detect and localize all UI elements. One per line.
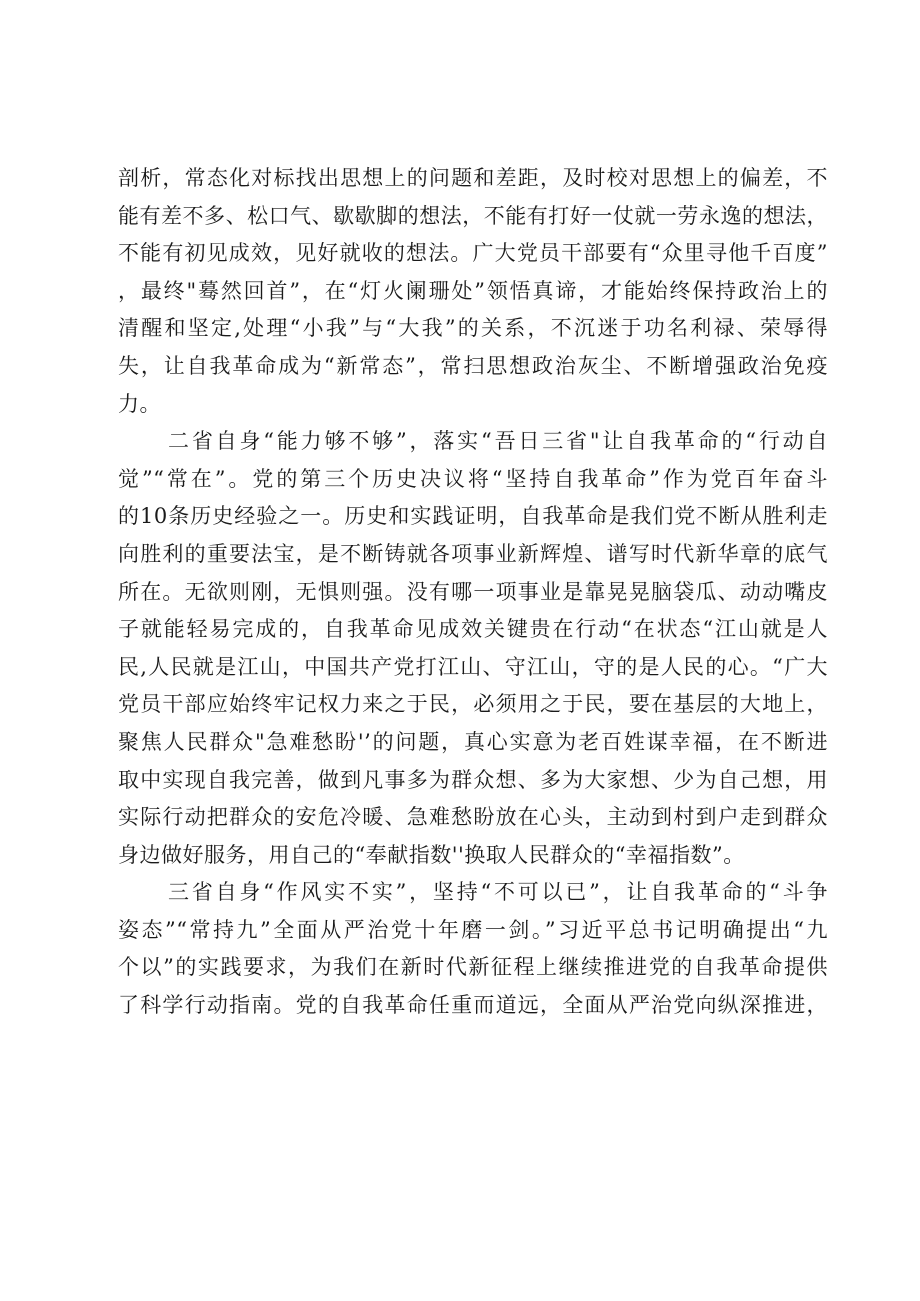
text-line: 力。 — [118, 391, 161, 416]
text-line: 不能有初见成效，见好就收的想法。广大党员干部要有“众里寻他千百度” — [118, 241, 828, 266]
text-line: 民,人民就是江山，中国共产党打江山、守江山，守的是人民的心。“广大 — [118, 654, 828, 679]
text-line: 聚焦人民群众"急难愁盼'’的问题，真心实意为老百姓谋幸福，在不断进 — [118, 729, 828, 754]
text-line: 三省自身“作风实不实”，坚持“不可以已”，让自我革命的“斗争 — [168, 880, 828, 905]
text-line: 身边做好服务，用自己的“奉献指数''换取人民群众的“幸福指数”。 — [118, 842, 745, 867]
paragraph-1 — [118, 160, 828, 423]
text-line: 能有差不多、松口气、歇歇脚的想法，不能有打好一仗就一劳永逸的想法， — [118, 203, 828, 228]
text-line: ，最终"蓦然回首”，在“灯火阑珊处”领悟真谛，才能始终保持政治上的 — [118, 278, 828, 303]
text-line: 实际行动把群众的安危冷暖、急难愁盼放在心头，主动到村到户走到群众 — [118, 805, 828, 830]
text-line: 个以”的实践要求，为我们在新时代新征程上继续推进党的自我革命提供 — [118, 955, 828, 980]
text-line: 取中实现自我完善，做到凡事多为群众想、多为大家想、少为自己想，用 — [118, 767, 828, 792]
text-line: 清醒和坚定,处理“小我”与“大我”的关系，不沉迷于功名利禄、荣辱得 — [118, 316, 828, 341]
document-body — [118, 160, 828, 1025]
text-line: 所在。无欲则刚，无惧则强。没有哪一项事业是靠晃晃脑袋瓜、动动嘴皮 — [118, 579, 828, 604]
text-line: 觉”“常在”。党的第三个历史决议将“坚持自我革命”作为党百年奋斗 — [118, 466, 828, 491]
paragraph-3 — [118, 874, 828, 1024]
text-line: 的10条历史经验之一。历史和实践证明，自我革命是我们党不断从胜利走 — [118, 504, 828, 529]
text-line: 二省自身“能力够不够”，落实“吾日三省"让自我革命的“行动自 — [168, 429, 828, 454]
text-line: 姿态”“常持九”全面从严治党十年磨一剑。”习近平总书记明确提出“九 — [118, 917, 828, 942]
paragraph-2 — [118, 423, 828, 874]
text-line: 党员干部应始终牢记权力来之于民，必须用之于民，要在基层的大地上， — [118, 692, 828, 717]
text-line: 剖析，常态化对标找出思想上的问题和差距，及时校对思想上的偏差，不 — [118, 166, 828, 190]
text-line: 失，让自我革命成为“新常态”，常扫思想政治灰尘、不断增强政治免疫 — [118, 353, 828, 378]
text-line: 子就能轻易完成的，自我革命见成效关键贵在行动“在状态“江山就是人 — [118, 617, 828, 642]
text-line: 向胜利的重要法宝，是不断铸就各项事业新辉煌、谱写时代新华章的底气 — [118, 541, 828, 566]
text-line: 了科学行动指南。党的自我革命任重而道远，全面从严治党向纵深推进， — [118, 993, 828, 1018]
